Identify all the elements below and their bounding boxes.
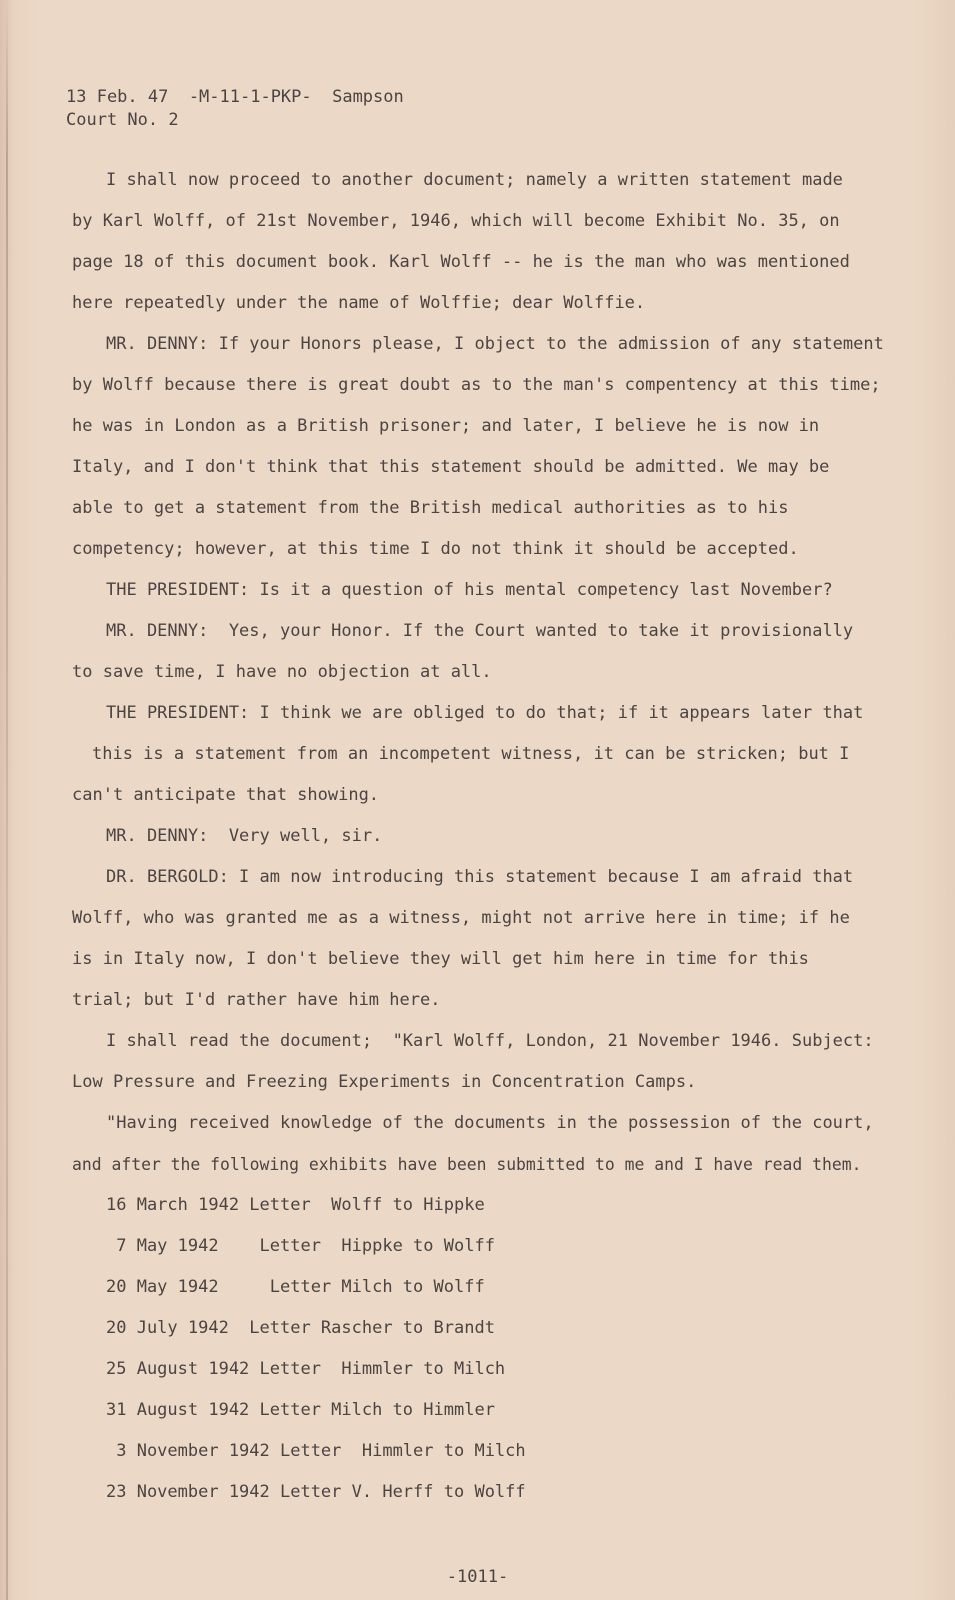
text-line: Wolff, who was granted me as a witness, might not arrive here in time; if he — [72, 908, 850, 928]
text-line: DR. BERGOLD: I am now introducing this statement because I am afraid that — [106, 867, 854, 887]
exhibit-item: 25 August 1942 Letter Himmler to Milch — [106, 1359, 506, 1379]
header — [66, 86, 404, 132]
text-line: trial; but I'd rather have him here. — [72, 990, 441, 1010]
text-line: Italy, and I don't think that this statement should be admitted. We may be — [72, 457, 830, 477]
text-line: Low Pressure and Freezing Experiments in Concentration Camps. — [72, 1072, 697, 1092]
paper-edge — [6, 0, 8, 1600]
text-line: by Wolff because there is great doubt as to the man's compentency at this time; — [72, 375, 881, 395]
text-line: by Karl Wolff, of 21st November, 1946, which will become Exhibit No. 35, on — [72, 211, 840, 231]
text-line: able to get a statement from the British medical authorities as to his — [72, 498, 789, 518]
text-line: MR. DENNY: If your Honors please, I object to the admission of any statement — [106, 334, 884, 354]
page-number: -1011- — [446, 1567, 509, 1587]
text-line: this is a statement from an incompetent witness, it can be stricken; but I — [92, 744, 850, 764]
text-line: and after the following exhibits have been submitted to me and I have read them. — [72, 1155, 862, 1174]
text-line: I shall read the document; "Karl Wolff, London, 21 November 1946. Subject: — [106, 1031, 874, 1051]
text-line: he was in London as a British prisoner; and later, I believe he is now in — [72, 416, 820, 436]
text-line: THE PRESIDENT: I think we are obliged to do that; if it appears later that — [106, 703, 864, 723]
exhibit-item: 20 July 1942 Letter Rascher to Brandt — [106, 1318, 495, 1338]
text-line: MR. DENNY: Very well, sir. — [106, 826, 383, 846]
transcript-body — [72, 160, 902, 1513]
text-line: page 18 of this document book. Karl Wolff -- he is the man who was mentioned — [72, 252, 850, 272]
exhibit-item: 7 May 1942 Letter Hippke to Wolff — [106, 1236, 495, 1256]
text-line: "Having received knowledge of the documents in the possession of the court, — [106, 1113, 874, 1133]
exhibit-item: 23 November 1942 Letter V. Herff to Wolff — [106, 1482, 526, 1502]
exhibit-item: 31 August 1942 Letter Milch to Himmler — [106, 1400, 495, 1420]
exhibit-list — [72, 1185, 902, 1513]
exhibit-item: 16 March 1942 Letter Wolff to Hippke — [106, 1195, 485, 1215]
text-line: is in Italy now, I don't believe they will get him here in time for this — [72, 949, 809, 969]
text-line: MR. DENNY: Yes, your Honor. If the Court wanted to take it provisionally — [106, 621, 854, 641]
text-line: competency; however, at this time I do not think it should be accepted. — [72, 539, 799, 559]
exhibit-item: 3 November 1942 Letter Himmler to Milch — [106, 1441, 526, 1461]
text-line: here repeatedly under the name of Wolffie; dear Wolffie. — [72, 293, 646, 313]
header-reference: 13 Feb. 47 -M-11-1-PKP- Sampson — [66, 87, 404, 107]
exhibit-item: 20 May 1942 Letter Milch to Wolff — [106, 1277, 485, 1297]
text-line: I shall now proceed to another document; namely a written statement made — [106, 170, 843, 190]
header-court: Court No. 2 — [66, 110, 179, 130]
text-line: can't anticipate that showing. — [72, 785, 380, 805]
text-line: THE PRESIDENT: Is it a question of his mental competency last November? — [106, 580, 833, 600]
text-line: to save time, I have no objection at all. — [72, 662, 492, 682]
